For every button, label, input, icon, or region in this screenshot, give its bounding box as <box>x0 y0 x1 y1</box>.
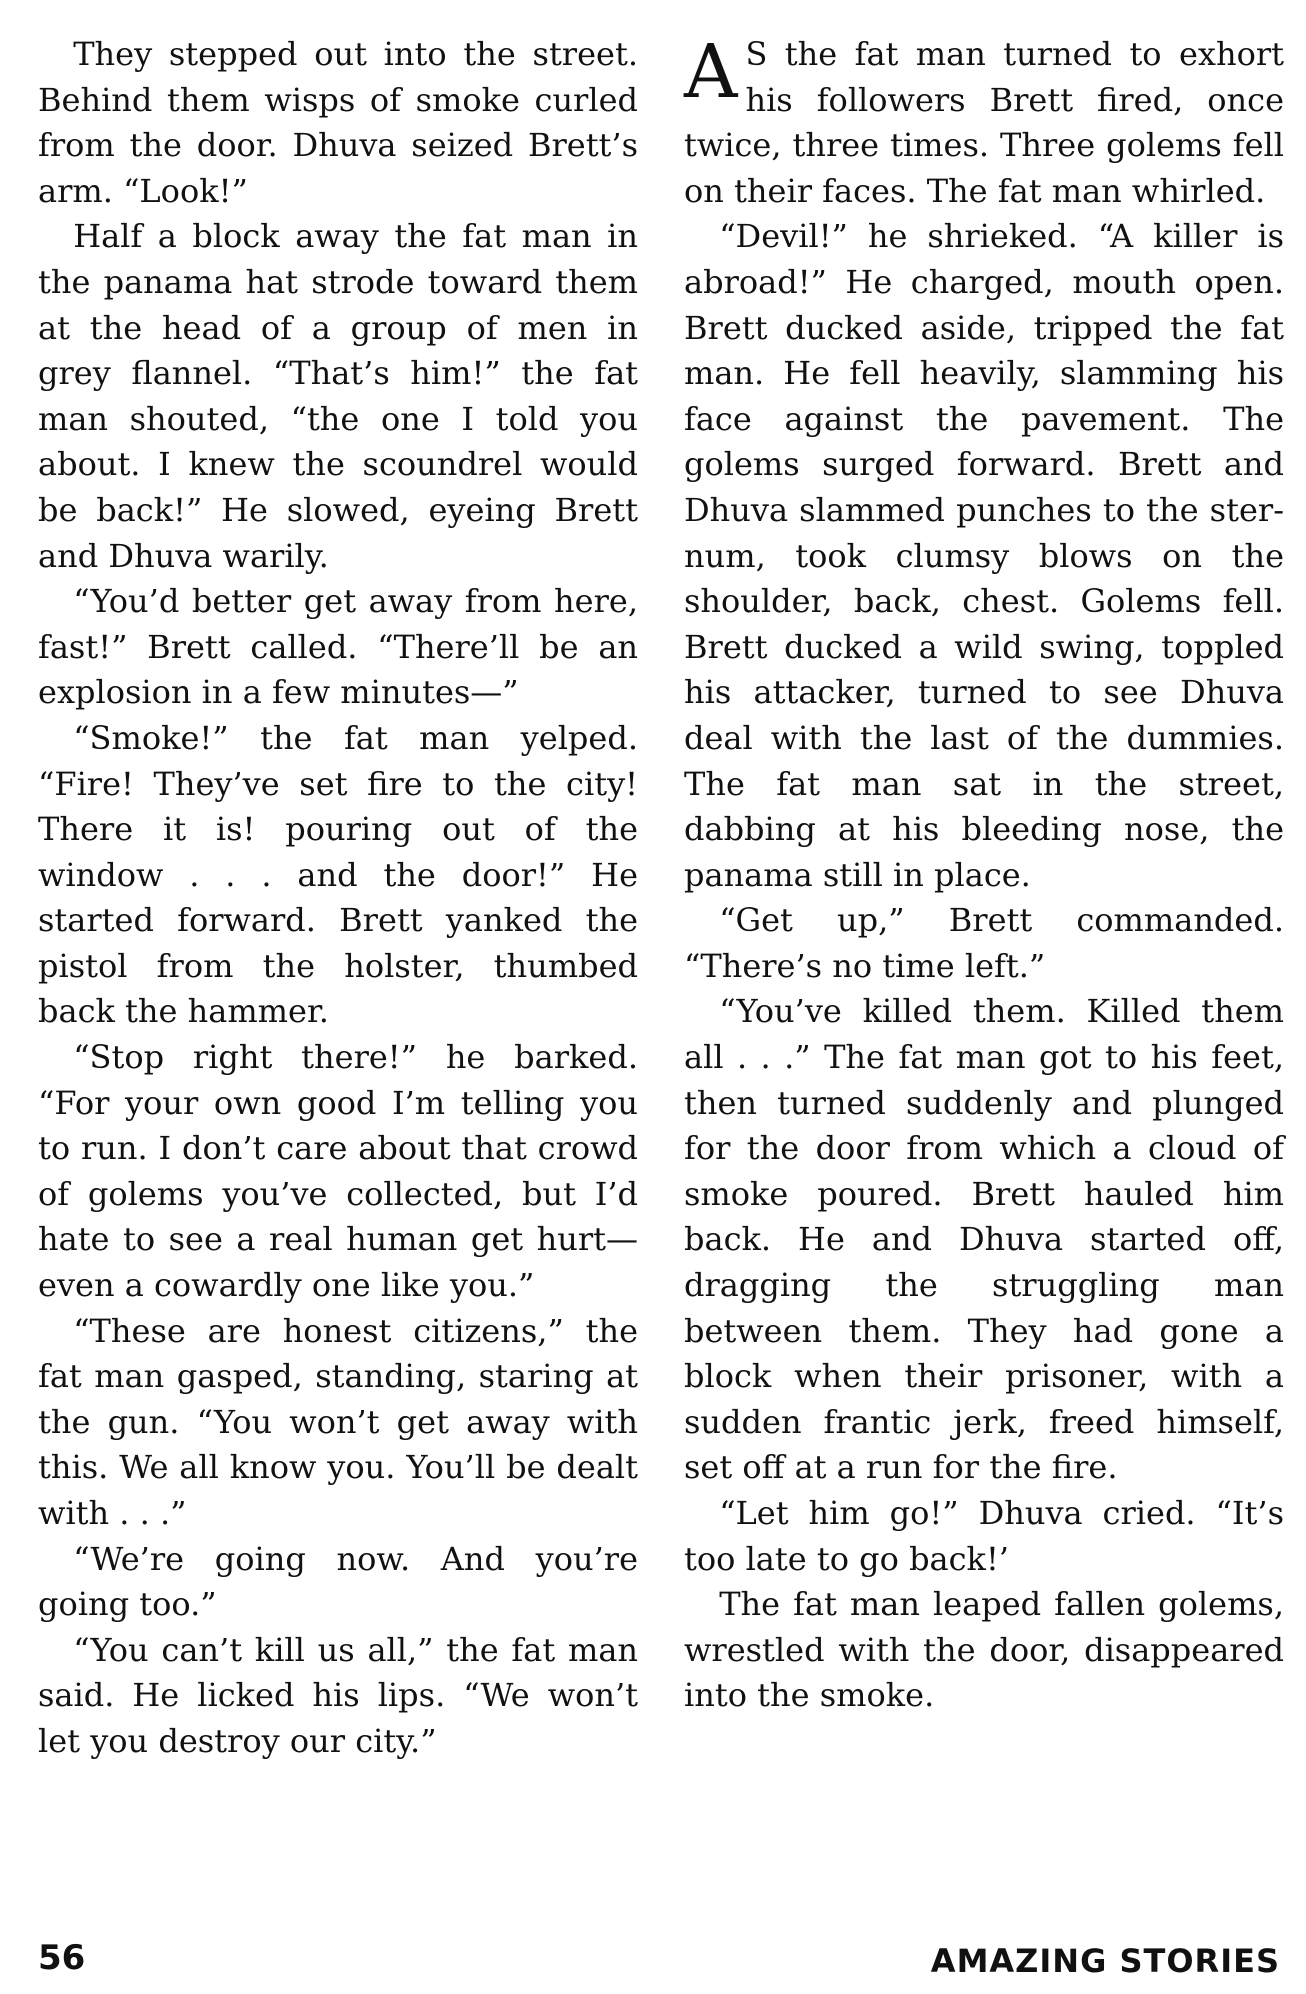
paragraph: “Let him go!” Dhuva cried. “It’s too late to go back!’ <box>684 1494 1284 1578</box>
paragraph: “You’ve killed them. Killed them all . . .” The fat man got to his feet, then turned suddenly and plunged for the door from which a cloud of smoke poured. Brett hauled him back. He and Dhuva started off, dragging the struggling man between them. They had gone a block when their prisoner, with a sudden frantic jerk, freed himself, set off at a run for the fire. <box>684 992 1284 1487</box>
paragraph: “You’d better get away from here, fast!” Brett called. “There’ll be an explosion in a few minutes—” <box>38 582 638 712</box>
paragraph: “Get up,” Brett commanded. “There’s no time left.” <box>684 901 1284 985</box>
paragraph: “Smoke!” the fat man yelped. “Fire! They’ve set fire to the city! There it is! pouring out of the window . . . and the door!” He started forward. Brett yanked the pistol from the holster, thumbed back the hammer. <box>38 718 638 1031</box>
left-column <box>38 32 638 1765</box>
magazine-title: AMAZING STORIES <box>930 1942 1280 1980</box>
paragraph: “Devil!” he shrieked. “A killer is abroad!” He charged, mouth open. Brett ducked aside, tripped the fat man. He fell heavily, slamming his face against the pavement. The golems surged forward. Brett and Dhuva slammed punches to the sternum, took clumsy blows on the shoulder, back, chest. Golems fell. Brett ducked a wild swing, toppled his attacker, turned to see Dhuva deal with the last of the dummies. The fat man sat in the street, dabbing at his bleeding nose, the panama still in place. <box>684 217 1284 894</box>
paragraph-with-dropcap <box>684 29 1284 214</box>
dropcap-paragraph-text: S the fat man turned to exhort his followers Brett fired, once twice, three times. Three golems fell on their faces. The fat man whirled. <box>684 35 1284 210</box>
paragraph: “We’re going now. And you’re going too.” <box>38 1539 638 1624</box>
paragraph: “These are honest citizens,” the fat man gasped, standing, staring at the gun. “You won’t get away with this. We all know you. You’ll be dealt with . . .” <box>38 1311 638 1532</box>
paragraph: They stepped out into the street. Behind them wisps of smoke curled from the door. Dhuva seized Brett’s arm. “Look!” <box>38 35 638 210</box>
page-number: 56 <box>38 1938 86 1978</box>
right-column <box>684 29 1284 1719</box>
paragraph: Half a block away the fat man in the panama hat strode toward them at the head of a group of men in grey flannel. “That’s him!” the fat man shouted, “the one I told you about. I knew the scoundrel would be back!” He slowed, eyeing Brett and Dhuva warily. <box>38 217 638 575</box>
drop-cap: A <box>684 29 738 115</box>
paragraph: The fat man leaped fallen golems, wrestled with the door, disappeared into the smoke. <box>684 1585 1284 1715</box>
paragraph: “Stop right there!” he barked. “For your own good I’m telling you to run. I don’t care about that crowd of golems you’ve collected, but I’d hate to see a real human get hurt—even a cowardly one like you.” <box>38 1038 638 1305</box>
paragraph: “You can’t kill us all,” the fat man said. He licked his lips. “We won’t let you destroy our city.” <box>38 1630 638 1760</box>
